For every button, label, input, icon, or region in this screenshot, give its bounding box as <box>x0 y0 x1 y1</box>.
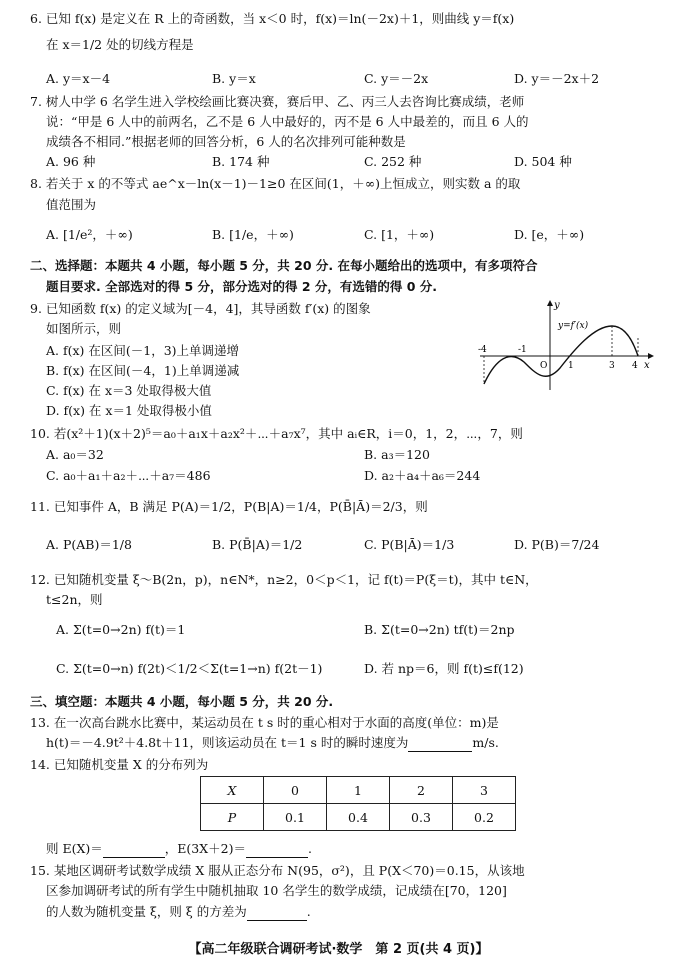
section3-heading: 三、填空题：本题共 4 小题，每小题 5 分，共 20 分. <box>30 694 334 709</box>
q9-line2: 如图所示，则 <box>46 321 122 336</box>
q13-answer-blank[interactable] <box>408 737 472 752</box>
q6-option-c: C. y＝－2x <box>364 71 429 86</box>
q6-option-b: B. y＝x <box>212 71 256 86</box>
q8-option-c: C. [1，＋∞) <box>364 227 435 242</box>
q8-line2: 值范围为 <box>46 197 97 212</box>
q11-options <box>46 536 646 554</box>
q15-line1: 15. 某地区调研考试数学成绩 X 服从正态分布 N(95，σ²)，且 P(X＜70)＝0.15，从该地 <box>30 863 525 878</box>
q6-line2: 在 x＝1/2 处的切线方程是 <box>46 37 194 52</box>
derivative-graph <box>474 298 654 394</box>
section2-heading-line1: 二、选择题：本题共 4 小题，每小题 5 分，共 20 分. 在每小题给出的选项中，有多项符合 <box>30 258 538 273</box>
q11-option-d: D. P(B)＝7/24 <box>514 537 600 552</box>
q7-options <box>46 153 646 171</box>
page-footer: 【高二年级联合调研考试·数学 第 2 页(共 4 页)】 <box>188 942 489 957</box>
q14-ex-blank[interactable] <box>103 843 165 858</box>
q6-line1: 6. 已知 f(x) 是定义在 R 上的奇函数，当 x＜0 时，f(x)＝ln(－2x)＋1，则曲线 y＝f(x) <box>30 11 515 26</box>
origin-label: O <box>540 361 548 371</box>
q11-option-a: A. P(AB)＝1/8 <box>46 537 132 552</box>
q12-option-b: B. Σ(t=0→2n) tf(t)＝2np <box>364 622 515 637</box>
tick-label-neg1: -1 <box>518 345 527 355</box>
q13-line1: 13. 在一次高台跳水比赛中，某运动员在 t s 时的重心相对于水面的高度(单位：m)是 <box>30 715 499 730</box>
q13-unit: m/s. <box>472 735 499 750</box>
q7-option-b: B. 174 种 <box>212 154 270 169</box>
q12-option-a: A. Σ(t=0→2n) f(t)＝1 <box>56 622 186 637</box>
table-cell: X <box>201 777 264 804</box>
table-cell: P <box>201 804 264 831</box>
q10-option-a: A. a₀＝32 <box>46 447 104 462</box>
q8-option-d: D. [e，＋∞) <box>514 227 585 242</box>
q9-option-b: B. f(x) 在区间(－4，1)上单调递减 <box>46 363 240 378</box>
q14-e3x2-label: ，E(3X＋2)＝ <box>164 841 246 856</box>
q13-line2 <box>46 734 499 752</box>
q14-e3x2-blank[interactable] <box>246 843 308 858</box>
q9-option-d: D. f(x) 在 x＝1 处取得极小值 <box>46 403 212 418</box>
curve-label: y=f′(x) <box>558 321 589 331</box>
derivative-curve <box>484 326 638 384</box>
table-cell: 2 <box>390 777 453 804</box>
q15-line2: 区参加调研考试的所有学生中随机抽取 10 名学生的数学成绩，记成绩在[70，120] <box>46 883 507 898</box>
q10-option-c: C. a₀＋a₁＋a₂＋⋯＋a₇＝486 <box>46 468 211 483</box>
table-cell: 0.4 <box>327 804 390 831</box>
y-axis-label: y <box>554 300 560 311</box>
tick-label-neg4: -4 <box>478 345 487 355</box>
q8-option-a: A. [1/e²，＋∞) <box>46 227 133 242</box>
q10-line1: 10. 若(x²＋1)(x＋2)⁵＝a₀＋a₁x＋a₂x²＋⋯＋a₇x⁷，其中 aᵢ∈R，i＝0，1，2，⋯，7，则 <box>30 426 523 441</box>
q7-option-c: C. 252 种 <box>364 154 422 169</box>
q7-line1: 7. 树人中学 6 名学生进入学校绘画比赛决赛，赛后甲、乙、丙三人去咨询比赛成绩，老师 <box>30 94 525 109</box>
q12-option-c: C. Σ(t=0→n) f(2t)＜1/2＜Σ(t=1→n) f(2t－1) <box>56 661 323 676</box>
tick-label-4: 4 <box>632 361 638 371</box>
q6-options <box>46 70 646 88</box>
q12-line1: 12. 已知随机变量 ξ～B(2n，p)，n∈N*，n≥2，0＜p＜1，记 f(t)＝P(ξ＝t)，其中 t∈N， <box>30 572 538 587</box>
table-cell: 0.3 <box>390 804 453 831</box>
q9-option-a: A. f(x) 在区间(－1，3)上单调递增 <box>46 343 240 358</box>
q15-line3-text: 的人数为随机变量 ξ，则 ξ 的方差为 <box>46 904 247 919</box>
q9-line1: 9. 已知函数 f(x) 的定义域为[－4，4]，其导函数 f′(x) 的图象 <box>30 301 371 316</box>
x-axis-arrow <box>648 353 654 359</box>
q7-line2: 说：“甲是 6 人中的前两名，乙不是 6 人中最好的，丙不是 6 人中最差的，而且 6 人的 <box>46 114 529 129</box>
tick-label-3: 3 <box>609 361 615 371</box>
q10-option-b: B. a₃＝120 <box>364 447 430 462</box>
q11-line1: 11. 已知事件 A，B 满足 P(A)＝1/2，P(B|A)＝1/4，P(B̄|Ā)＝2/3，则 <box>30 499 428 514</box>
table-cell: 0.1 <box>264 804 327 831</box>
q12-line2: t≤2n，则 <box>46 592 103 607</box>
tick-label-1: 1 <box>568 361 574 371</box>
y-axis-arrow <box>547 300 553 306</box>
q7-option-d: D. 504 种 <box>514 154 572 169</box>
q14-answer-line <box>46 840 312 858</box>
q10-option-d: D. a₂＋a₄＋a₆＝244 <box>364 468 481 483</box>
q15-answer-blank[interactable] <box>247 906 307 921</box>
q13-line2-text: h(t)＝－4.9t²＋4.8t＋11，则该运动员在 t＝1 s 时的瞬时速度为 <box>46 735 409 750</box>
table-cell: 3 <box>453 777 516 804</box>
distribution-table <box>200 776 516 831</box>
q14-ex-label: 则 E(X)＝ <box>46 841 103 856</box>
table-cell: 1 <box>327 777 390 804</box>
q12-option-d: D. 若 np＝6，则 f(t)≤f(12) <box>364 661 524 676</box>
q14-end: . <box>307 841 312 856</box>
table-row <box>201 804 516 831</box>
q8-line1: 8. 若关于 x 的不等式 ae^x－ln(x－1)－1≥0 在区间(1，＋∞)上恒成立，则实数 a 的取 <box>30 176 521 191</box>
section2-heading-line2: 题目要求. 全部选对的得 5 分，部分选对的得 2 分，有选错的得 0 分. <box>46 279 438 294</box>
table-cell: 0 <box>264 777 327 804</box>
q7-line3: 成绩各不相同.”根据老师的回答分析，6 人的名次排列可能种数是 <box>46 134 406 149</box>
q9-option-c: C. f(x) 在 x＝3 处取得极大值 <box>46 383 212 398</box>
q8-options <box>46 226 646 244</box>
q8-option-b: B. [1/e，＋∞) <box>212 227 294 242</box>
q11-option-b: B. P(B̄|A)＝1/2 <box>212 537 303 552</box>
q11-option-c: C. P(B|Ā)＝1/3 <box>364 537 455 552</box>
q6-option-a: A. y＝x－4 <box>46 71 111 86</box>
x-axis-label: x <box>644 360 650 371</box>
q6-option-d: D. y＝－2x＋2 <box>514 71 600 86</box>
q7-option-a: A. 96 种 <box>46 154 96 169</box>
q15-end: . <box>306 904 311 919</box>
table-row <box>201 777 516 804</box>
table-cell: 0.2 <box>453 804 516 831</box>
q15-line3 <box>46 903 311 921</box>
q14-line1: 14. 已知随机变量 X 的分布列为 <box>30 757 209 772</box>
